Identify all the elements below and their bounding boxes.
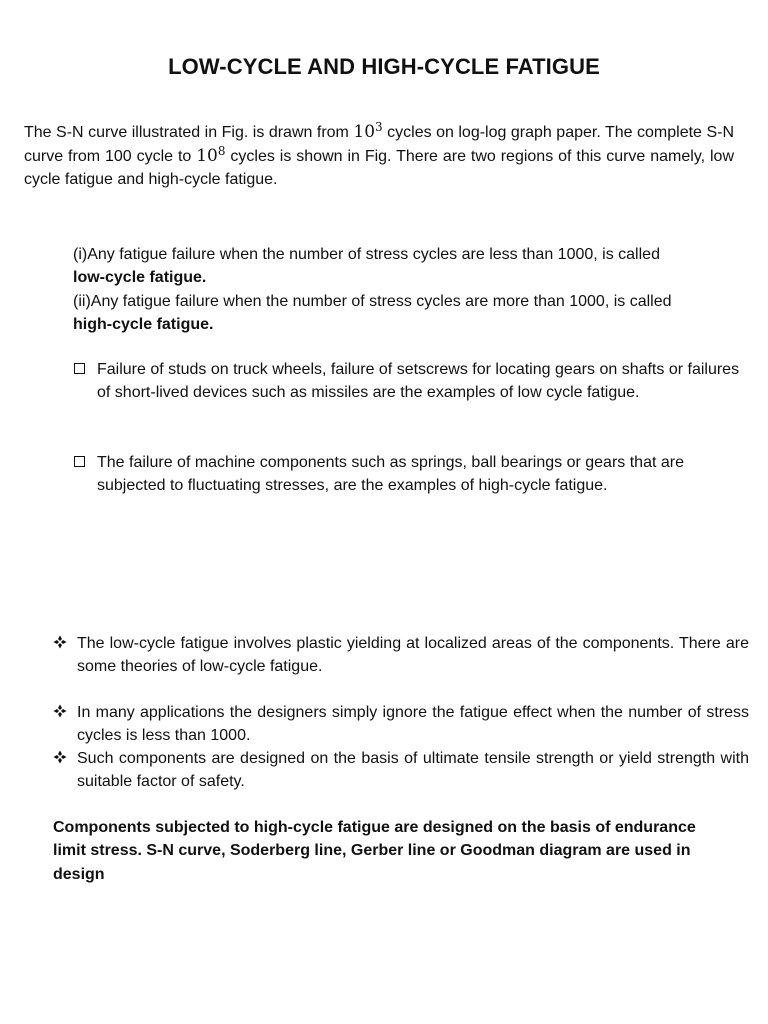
checkbox-square-icon — [74, 456, 85, 467]
math-power-10-8: $10^8$ — [196, 143, 226, 166]
page-title: LOW-CYCLE AND HIGH-CYCLE FATIGUE — [168, 54, 600, 79]
note-text: In many applications the designers simply ignore the fatigue effect when the number of stress cycles is less than 1000. — [77, 704, 749, 745]
checkbox-square-icon — [74, 363, 85, 374]
diamond-bullet-icon — [53, 635, 67, 649]
note-text: The low-cycle fatigue involves plastic yielding at localized areas of the components. There are some theories of low-cycle fatigue. — [77, 635, 749, 676]
example-text: Failure of studs on truck wheels, failure of setscrews for locating gears on shafts or failures of short-lived devices such as missiles are the examples of low cycle fatigue. — [97, 361, 740, 402]
intro-text-3: cycles is shown in Fig. There are two regions of this curve namely, low cycle fatigue and high-cycle fatigue. — [24, 147, 735, 188]
fatigue-definitions — [73, 243, 743, 336]
example-item-low-cycle — [73, 358, 752, 405]
low-cycle-definition: (i)Any fatigue failure when the number of stress cycles are less than 1000, is called — [73, 246, 660, 263]
note-item-ignore-fatigue — [53, 701, 749, 748]
math-power-10-3: $10^3$ — [353, 120, 383, 142]
intro-text-1: The S-N curve illustrated in Fig. is drawn from — [24, 124, 354, 141]
low-cycle-term: low-cycle fatigue. — [73, 269, 207, 287]
conclusion-paragraph: Components subjected to high-cycle fatigue are designed on the basis of endurance limit stress. S-N curve, Soderberg line, Gerber line or Goodman diagram are used in design — [53, 819, 696, 883]
high-cycle-definition: (ii)Any fatigue failure when the number of stress cycles are more than 1000, is called — [73, 292, 672, 310]
note-item-ultimate-strength — [53, 747, 749, 794]
diamond-bullet-icon — [53, 704, 67, 718]
note-text: Such components are designed on the basis of ultimate tensile strength or yield strength with suitable factor of safety. — [77, 750, 749, 791]
intro-text-2: cycles on log-log graph paper. The complete S-N curve from 100 cycle to — [24, 124, 734, 165]
high-cycle-term: high-cycle fatigue. — [73, 315, 214, 333]
note-item-plastic-yielding — [53, 632, 749, 679]
example-item-high-cycle — [73, 451, 752, 498]
example-text: The failure of machine components such as springs, ball bearings or gears that are subjected to fluctuating stresses, are the examples of high-cycle fatigue. — [97, 454, 684, 495]
intro-paragraph — [24, 121, 734, 192]
diamond-bullet-icon — [53, 750, 67, 764]
